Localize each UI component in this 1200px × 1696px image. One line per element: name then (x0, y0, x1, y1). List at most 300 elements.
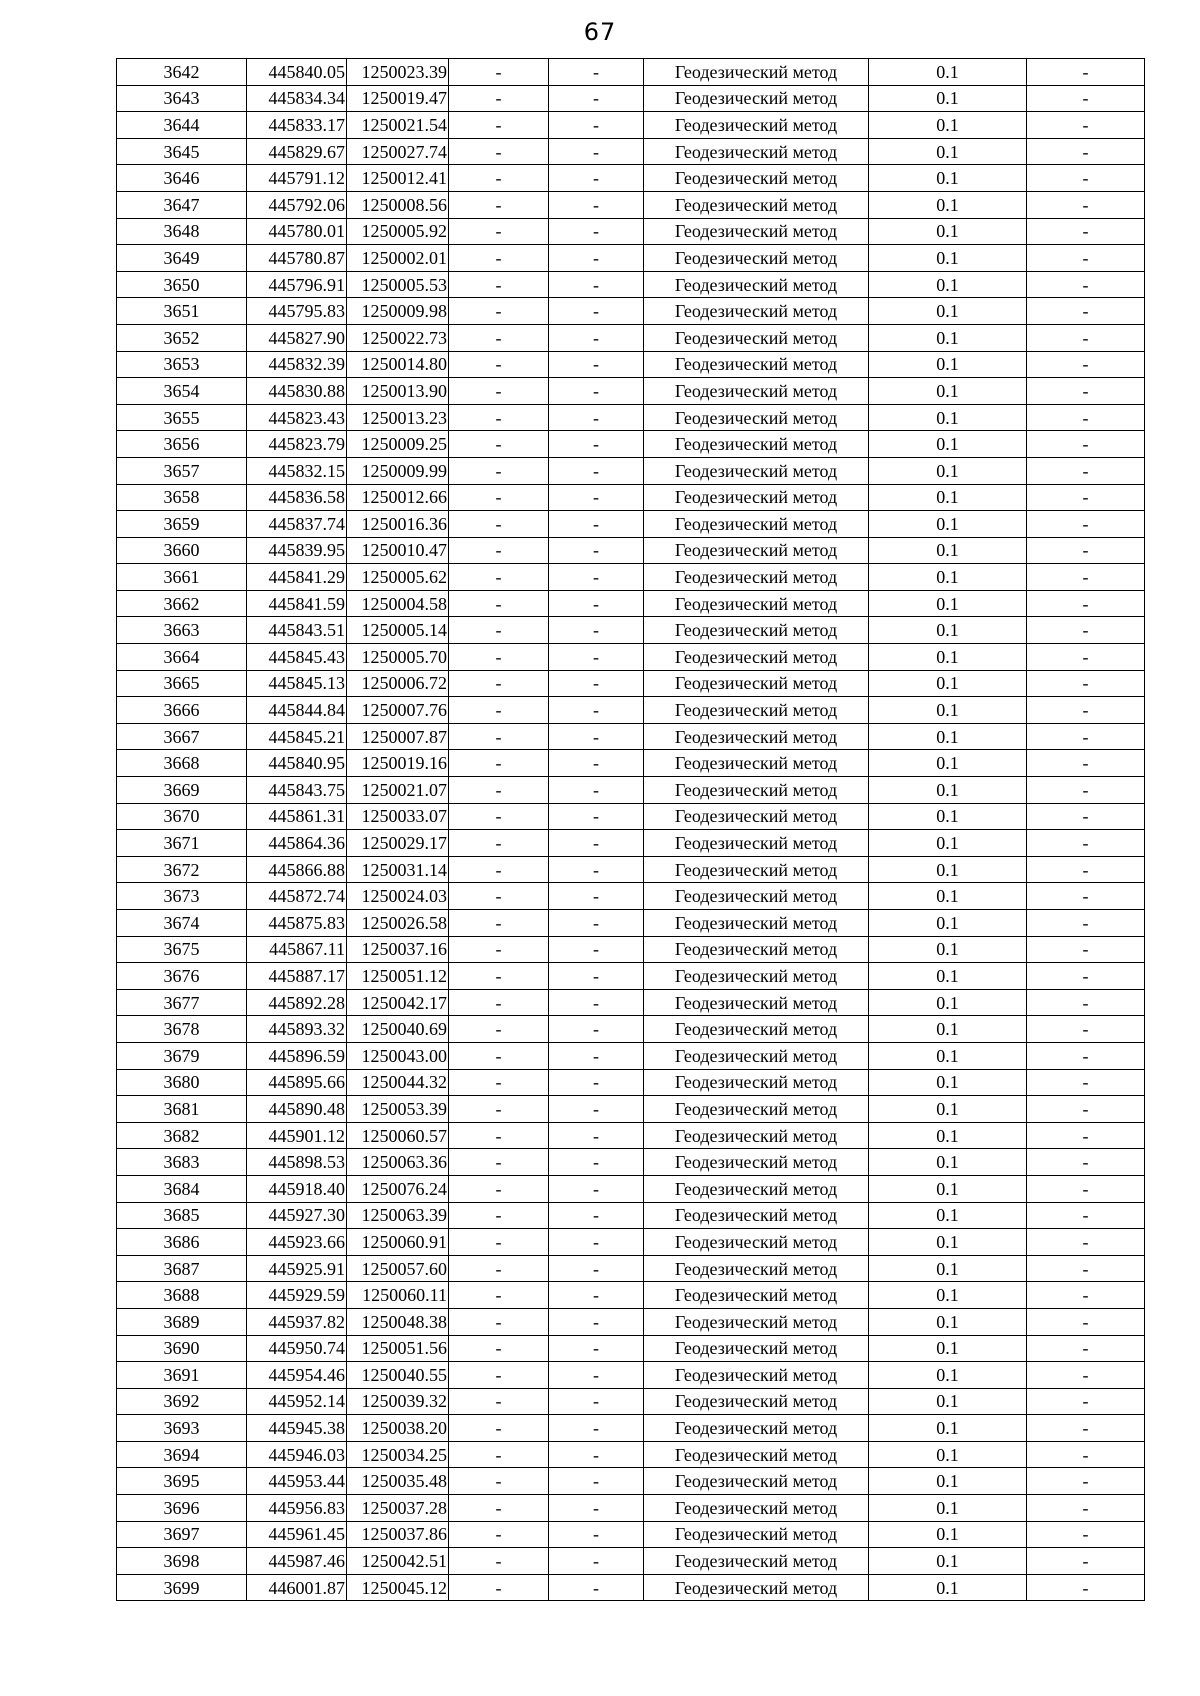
dash-cell: - (449, 298, 549, 325)
y-coordinate-cell: 1250019.47 (347, 85, 449, 112)
dash-cell: - (1027, 378, 1145, 405)
table-row (117, 1388, 1145, 1415)
point-number-cell: 3661 (117, 564, 247, 591)
dash-cell: - (449, 404, 549, 431)
accuracy-cell: 0.1 (869, 59, 1027, 86)
x-coordinate-cell: 445952.14 (247, 1388, 347, 1415)
dash-cell: - (449, 511, 549, 538)
table-row (117, 1069, 1145, 1096)
accuracy-cell: 0.1 (869, 1308, 1027, 1335)
point-number-cell: 3688 (117, 1282, 247, 1309)
dash-cell: - (1027, 1202, 1145, 1229)
accuracy-cell: 0.1 (869, 1495, 1027, 1522)
y-coordinate-cell: 1250005.53 (347, 271, 449, 298)
dash-cell: - (1027, 723, 1145, 750)
dash-cell: - (449, 1308, 549, 1335)
point-number-cell: 3660 (117, 537, 247, 564)
dash-cell: - (1027, 1282, 1145, 1309)
x-coordinate-cell: 445867.11 (247, 936, 347, 963)
dash-cell: - (1027, 1229, 1145, 1256)
accuracy-cell: 0.1 (869, 723, 1027, 750)
y-coordinate-cell: 1250034.25 (347, 1441, 449, 1468)
table-row (117, 803, 1145, 830)
dash-cell: - (549, 1415, 644, 1442)
point-number-cell: 3659 (117, 511, 247, 538)
dash-cell: - (449, 1255, 549, 1282)
x-coordinate-cell: 445780.87 (247, 245, 347, 272)
x-coordinate-cell: 445887.17 (247, 963, 347, 990)
dash-cell: - (549, 537, 644, 564)
method-cell: Геодезический метод (644, 112, 869, 139)
dash-cell: - (449, 883, 549, 910)
dash-cell: - (1027, 803, 1145, 830)
point-number-cell: 3658 (117, 484, 247, 511)
table-row (117, 457, 1145, 484)
accuracy-cell: 0.1 (869, 1415, 1027, 1442)
accuracy-cell: 0.1 (869, 883, 1027, 910)
dash-cell: - (1027, 271, 1145, 298)
y-coordinate-cell: 1250016.36 (347, 511, 449, 538)
x-coordinate-cell: 445841.59 (247, 590, 347, 617)
accuracy-cell: 0.1 (869, 191, 1027, 218)
dash-cell: - (1027, 537, 1145, 564)
x-coordinate-cell: 445937.82 (247, 1308, 347, 1335)
y-coordinate-cell: 1250022.73 (347, 324, 449, 351)
x-coordinate-cell: 445832.39 (247, 351, 347, 378)
dash-cell: - (449, 1548, 549, 1575)
y-coordinate-cell: 1250021.54 (347, 112, 449, 139)
dash-cell: - (1027, 564, 1145, 591)
table-row (117, 883, 1145, 910)
point-number-cell: 3665 (117, 670, 247, 697)
dash-cell: - (1027, 1362, 1145, 1389)
point-number-cell: 3672 (117, 856, 247, 883)
y-coordinate-cell: 1250035.48 (347, 1468, 449, 1495)
dash-cell: - (549, 404, 644, 431)
point-number-cell: 3690 (117, 1335, 247, 1362)
y-coordinate-cell: 1250027.74 (347, 138, 449, 165)
x-coordinate-cell: 445890.48 (247, 1096, 347, 1123)
y-coordinate-cell: 1250009.98 (347, 298, 449, 325)
x-coordinate-cell: 445843.75 (247, 777, 347, 804)
point-number-cell: 3649 (117, 245, 247, 272)
point-number-cell: 3662 (117, 590, 247, 617)
y-coordinate-cell: 1250009.25 (347, 431, 449, 458)
x-coordinate-cell: 445845.13 (247, 670, 347, 697)
accuracy-cell: 0.1 (869, 670, 1027, 697)
table-row (117, 484, 1145, 511)
x-coordinate-cell: 445950.74 (247, 1335, 347, 1362)
table-row (117, 378, 1145, 405)
dash-cell: - (1027, 644, 1145, 671)
dash-cell: - (449, 1415, 549, 1442)
y-coordinate-cell: 1250005.14 (347, 617, 449, 644)
y-coordinate-cell: 1250060.11 (347, 1282, 449, 1309)
dash-cell: - (1027, 351, 1145, 378)
method-cell: Геодезический метод (644, 1308, 869, 1335)
dash-cell: - (449, 378, 549, 405)
y-coordinate-cell: 1250013.23 (347, 404, 449, 431)
x-coordinate-cell: 445866.88 (247, 856, 347, 883)
y-coordinate-cell: 1250048.38 (347, 1308, 449, 1335)
dash-cell: - (1027, 484, 1145, 511)
dash-cell: - (1027, 750, 1145, 777)
table-row (117, 644, 1145, 671)
y-coordinate-cell: 1250005.70 (347, 644, 449, 671)
dash-cell: - (549, 1175, 644, 1202)
table-row (117, 750, 1145, 777)
x-coordinate-cell: 445861.31 (247, 803, 347, 830)
y-coordinate-cell: 1250021.07 (347, 777, 449, 804)
y-coordinate-cell: 1250060.57 (347, 1122, 449, 1149)
accuracy-cell: 0.1 (869, 1042, 1027, 1069)
x-coordinate-cell: 445823.43 (247, 404, 347, 431)
dash-cell: - (549, 777, 644, 804)
table-row (117, 85, 1145, 112)
x-coordinate-cell: 445946.03 (247, 1441, 347, 1468)
point-number-cell: 3667 (117, 723, 247, 750)
y-coordinate-cell: 1250012.41 (347, 165, 449, 192)
y-coordinate-cell: 1250006.72 (347, 670, 449, 697)
y-coordinate-cell: 1250039.32 (347, 1388, 449, 1415)
table-row (117, 697, 1145, 724)
accuracy-cell: 0.1 (869, 1175, 1027, 1202)
dash-cell: - (1027, 1415, 1145, 1442)
accuracy-cell: 0.1 (869, 590, 1027, 617)
accuracy-cell: 0.1 (869, 484, 1027, 511)
dash-cell: - (1027, 670, 1145, 697)
dash-cell: - (549, 1468, 644, 1495)
point-number-cell: 3656 (117, 431, 247, 458)
accuracy-cell: 0.1 (869, 1441, 1027, 1468)
dash-cell: - (449, 750, 549, 777)
point-number-cell: 3684 (117, 1175, 247, 1202)
x-coordinate-cell: 445953.44 (247, 1468, 347, 1495)
method-cell: Геодезический метод (644, 617, 869, 644)
dash-cell: - (549, 1149, 644, 1176)
dash-cell: - (449, 1202, 549, 1229)
y-coordinate-cell: 1250042.17 (347, 989, 449, 1016)
dash-cell: - (1027, 298, 1145, 325)
method-cell: Геодезический метод (644, 1255, 869, 1282)
coordinates-table (116, 58, 1145, 1601)
point-number-cell: 3650 (117, 271, 247, 298)
accuracy-cell: 0.1 (869, 537, 1027, 564)
table-row (117, 138, 1145, 165)
table-row (117, 1016, 1145, 1043)
dash-cell: - (1027, 1069, 1145, 1096)
method-cell: Геодезический метод (644, 883, 869, 910)
accuracy-cell: 0.1 (869, 404, 1027, 431)
dash-cell: - (449, 1229, 549, 1256)
dash-cell: - (449, 564, 549, 591)
dash-cell: - (449, 85, 549, 112)
table-row (117, 1415, 1145, 1442)
accuracy-cell: 0.1 (869, 1388, 1027, 1415)
y-coordinate-cell: 1250002.01 (347, 245, 449, 272)
point-number-cell: 3693 (117, 1415, 247, 1442)
accuracy-cell: 0.1 (869, 138, 1027, 165)
dash-cell: - (449, 989, 549, 1016)
accuracy-cell: 0.1 (869, 351, 1027, 378)
table-row (117, 564, 1145, 591)
table-row (117, 830, 1145, 857)
dash-cell: - (449, 1521, 549, 1548)
table-row (117, 165, 1145, 192)
method-cell: Геодезический метод (644, 1016, 869, 1043)
dash-cell: - (1027, 617, 1145, 644)
table-row (117, 218, 1145, 245)
accuracy-cell: 0.1 (869, 1362, 1027, 1389)
dash-cell: - (549, 910, 644, 937)
x-coordinate-cell: 445837.74 (247, 511, 347, 538)
dash-cell: - (1027, 404, 1145, 431)
dash-cell: - (1027, 910, 1145, 937)
dash-cell: - (549, 59, 644, 86)
point-number-cell: 3675 (117, 936, 247, 963)
dash-cell: - (449, 59, 549, 86)
method-cell: Геодезический метод (644, 1468, 869, 1495)
dash-cell: - (549, 1335, 644, 1362)
accuracy-cell: 0.1 (869, 1282, 1027, 1309)
x-coordinate-cell: 445875.83 (247, 910, 347, 937)
method-cell: Геодезический метод (644, 1096, 869, 1123)
x-coordinate-cell: 445791.12 (247, 165, 347, 192)
point-number-cell: 3699 (117, 1574, 247, 1601)
dash-cell: - (1027, 1468, 1145, 1495)
dash-cell: - (1027, 1122, 1145, 1149)
accuracy-cell: 0.1 (869, 431, 1027, 458)
accuracy-cell: 0.1 (869, 511, 1027, 538)
y-coordinate-cell: 1250044.32 (347, 1069, 449, 1096)
dash-cell: - (449, 1069, 549, 1096)
dash-cell: - (549, 1122, 644, 1149)
dash-cell: - (449, 670, 549, 697)
point-number-cell: 3666 (117, 697, 247, 724)
point-number-cell: 3664 (117, 644, 247, 671)
table-row (117, 723, 1145, 750)
dash-cell: - (449, 963, 549, 990)
dash-cell: - (1027, 1574, 1145, 1601)
dash-cell: - (549, 1255, 644, 1282)
method-cell: Геодезический метод (644, 1122, 869, 1149)
y-coordinate-cell: 1250005.62 (347, 564, 449, 591)
point-number-cell: 3655 (117, 404, 247, 431)
y-coordinate-cell: 1250024.03 (347, 883, 449, 910)
table-row (117, 989, 1145, 1016)
method-cell: Геодезический метод (644, 670, 869, 697)
accuracy-cell: 0.1 (869, 112, 1027, 139)
table-row (117, 431, 1145, 458)
y-coordinate-cell: 1250037.16 (347, 936, 449, 963)
dash-cell: - (549, 1495, 644, 1522)
accuracy-cell: 0.1 (869, 1574, 1027, 1601)
method-cell: Геодезический метод (644, 1229, 869, 1256)
method-cell: Геодезический метод (644, 138, 869, 165)
dash-cell: - (449, 484, 549, 511)
accuracy-cell: 0.1 (869, 271, 1027, 298)
dash-cell: - (549, 511, 644, 538)
dash-cell: - (1027, 1096, 1145, 1123)
dash-cell: - (549, 1388, 644, 1415)
method-cell: Геодезический метод (644, 803, 869, 830)
dash-cell: - (449, 1574, 549, 1601)
x-coordinate-cell: 445844.84 (247, 697, 347, 724)
accuracy-cell: 0.1 (869, 1468, 1027, 1495)
dash-cell: - (449, 457, 549, 484)
dash-cell: - (1027, 590, 1145, 617)
dash-cell: - (449, 271, 549, 298)
accuracy-cell: 0.1 (869, 245, 1027, 272)
y-coordinate-cell: 1250009.99 (347, 457, 449, 484)
x-coordinate-cell: 445945.38 (247, 1415, 347, 1442)
y-coordinate-cell: 1250013.90 (347, 378, 449, 405)
x-coordinate-cell: 445823.79 (247, 431, 347, 458)
table-row (117, 1308, 1145, 1335)
point-number-cell: 3686 (117, 1229, 247, 1256)
method-cell: Геодезический метод (644, 1495, 869, 1522)
dash-cell: - (549, 324, 644, 351)
accuracy-cell: 0.1 (869, 324, 1027, 351)
dash-cell: - (449, 803, 549, 830)
point-number-cell: 3651 (117, 298, 247, 325)
point-number-cell: 3648 (117, 218, 247, 245)
x-coordinate-cell: 445845.43 (247, 644, 347, 671)
y-coordinate-cell: 1250029.17 (347, 830, 449, 857)
method-cell: Геодезический метод (644, 245, 869, 272)
point-number-cell: 3654 (117, 378, 247, 405)
y-coordinate-cell: 1250012.66 (347, 484, 449, 511)
table-row (117, 1441, 1145, 1468)
dash-cell: - (449, 1016, 549, 1043)
method-cell: Геодезический метод (644, 457, 869, 484)
method-cell: Геодезический метод (644, 511, 869, 538)
dash-cell: - (1027, 1255, 1145, 1282)
dash-cell: - (1027, 218, 1145, 245)
dash-cell: - (1027, 1175, 1145, 1202)
point-number-cell: 3657 (117, 457, 247, 484)
point-number-cell: 3644 (117, 112, 247, 139)
accuracy-cell: 0.1 (869, 1122, 1027, 1149)
table-row (117, 936, 1145, 963)
table-row (117, 1335, 1145, 1362)
method-cell: Геодезический метод (644, 1441, 869, 1468)
accuracy-cell: 0.1 (869, 697, 1027, 724)
dash-cell: - (1027, 511, 1145, 538)
accuracy-cell: 0.1 (869, 830, 1027, 857)
method-cell: Геодезический метод (644, 351, 869, 378)
x-coordinate-cell: 445896.59 (247, 1042, 347, 1069)
method-cell: Геодезический метод (644, 750, 869, 777)
dash-cell: - (1027, 1042, 1145, 1069)
dash-cell: - (1027, 191, 1145, 218)
dash-cell: - (1027, 883, 1145, 910)
x-coordinate-cell: 445829.67 (247, 138, 347, 165)
point-number-cell: 3691 (117, 1362, 247, 1389)
x-coordinate-cell: 445830.88 (247, 378, 347, 405)
dash-cell: - (549, 1441, 644, 1468)
dash-cell: - (1027, 1335, 1145, 1362)
table-row (117, 1362, 1145, 1389)
y-coordinate-cell: 1250037.86 (347, 1521, 449, 1548)
method-cell: Геодезический метод (644, 537, 869, 564)
x-coordinate-cell: 445961.45 (247, 1521, 347, 1548)
y-coordinate-cell: 1250076.24 (347, 1175, 449, 1202)
method-cell: Геодезический метод (644, 644, 869, 671)
accuracy-cell: 0.1 (869, 1335, 1027, 1362)
accuracy-cell: 0.1 (869, 1548, 1027, 1575)
method-cell: Геодезический метод (644, 1574, 869, 1601)
dash-cell: - (549, 431, 644, 458)
point-number-cell: 3674 (117, 910, 247, 937)
point-number-cell: 3685 (117, 1202, 247, 1229)
dash-cell: - (1027, 936, 1145, 963)
accuracy-cell: 0.1 (869, 564, 1027, 591)
dash-cell: - (449, 936, 549, 963)
x-coordinate-cell: 445864.36 (247, 830, 347, 857)
dash-cell: - (1027, 165, 1145, 192)
method-cell: Геодезический метод (644, 1335, 869, 1362)
method-cell: Геодезический метод (644, 484, 869, 511)
method-cell: Геодезический метод (644, 271, 869, 298)
dash-cell: - (549, 830, 644, 857)
y-coordinate-cell: 1250053.39 (347, 1096, 449, 1123)
method-cell: Геодезический метод (644, 910, 869, 937)
dash-cell: - (549, 378, 644, 405)
x-coordinate-cell: 445845.21 (247, 723, 347, 750)
method-cell: Геодезический метод (644, 1149, 869, 1176)
accuracy-cell: 0.1 (869, 936, 1027, 963)
accuracy-cell: 0.1 (869, 910, 1027, 937)
dash-cell: - (449, 112, 549, 139)
y-coordinate-cell: 1250063.36 (347, 1149, 449, 1176)
x-coordinate-cell: 445956.83 (247, 1495, 347, 1522)
method-cell: Геодезический метод (644, 324, 869, 351)
dash-cell: - (1027, 963, 1145, 990)
method-cell: Геодезический метод (644, 1175, 869, 1202)
x-coordinate-cell: 445833.17 (247, 112, 347, 139)
x-coordinate-cell: 445792.06 (247, 191, 347, 218)
accuracy-cell: 0.1 (869, 1149, 1027, 1176)
table-row (117, 537, 1145, 564)
dash-cell: - (549, 1308, 644, 1335)
accuracy-cell: 0.1 (869, 644, 1027, 671)
point-number-cell: 3683 (117, 1149, 247, 1176)
table-row (117, 324, 1145, 351)
accuracy-cell: 0.1 (869, 1016, 1027, 1043)
table-row (117, 963, 1145, 990)
dash-cell: - (1027, 1016, 1145, 1043)
dash-cell: - (549, 856, 644, 883)
accuracy-cell: 0.1 (869, 750, 1027, 777)
dash-cell: - (1027, 1548, 1145, 1575)
method-cell: Геодезический метод (644, 564, 869, 591)
point-number-cell: 3680 (117, 1069, 247, 1096)
dash-cell: - (449, 1335, 549, 1362)
table-row (117, 670, 1145, 697)
dash-cell: - (549, 963, 644, 990)
dash-cell: - (1027, 777, 1145, 804)
dash-cell: - (1027, 1149, 1145, 1176)
point-number-cell: 3692 (117, 1388, 247, 1415)
dash-cell: - (549, 457, 644, 484)
dash-cell: - (449, 910, 549, 937)
x-coordinate-cell: 445839.95 (247, 537, 347, 564)
y-coordinate-cell: 1250040.69 (347, 1016, 449, 1043)
y-coordinate-cell: 1250043.00 (347, 1042, 449, 1069)
method-cell: Геодезический метод (644, 697, 869, 724)
accuracy-cell: 0.1 (869, 1202, 1027, 1229)
